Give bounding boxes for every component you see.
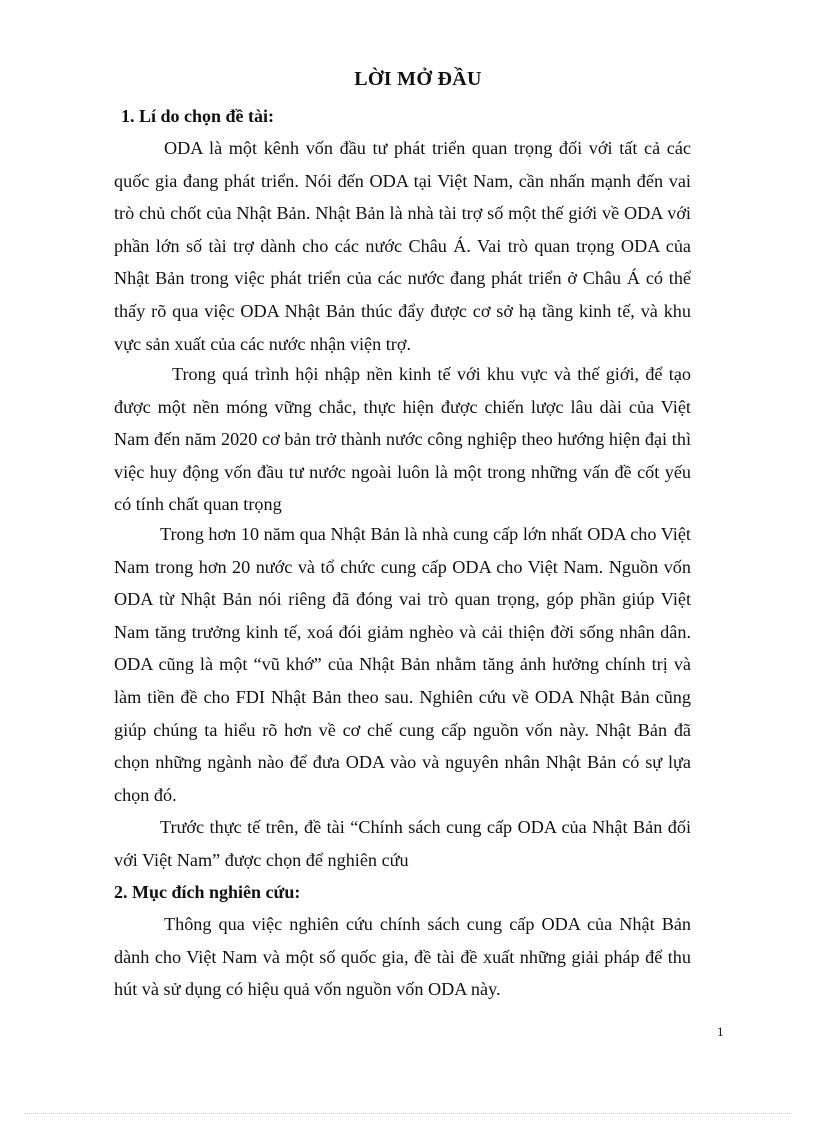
paragraph: ODA là một kênh vốn đầu tư phát triển quan trọng đối với tất cả các quốc gia đang phát triển. Nói đến ODA tại Việt Nam, cần nhấn mạnh đến vai trò chủ chốt của Nhật Bản. Nhật Bản là nhà tài trợ số một thế giới về ODA với phần lớn số tài trợ dành cho các nước Châu Á. Vai trò quan trọng ODA của Nhật Bản trong việc phát triển của các nước đang phát triển ở Châu Á có thể thấy rõ qua việc ODA Nhật Bản thúc đẩy được cơ sở hạ tầng kinh tế, và khu vực sản xuất của các nước nhận viện trợ.: [114, 138, 691, 354]
document-title: LỜI MỞ ĐẦU: [354, 68, 482, 90]
page-number: 1: [717, 1024, 724, 1039]
section-heading-reason: 1. Lí do chọn đề tài:: [121, 106, 275, 126]
paragraph: Trong quá trình hội nhập nền kinh tế với khu vực và thế giới, để tạo được một nền móng vững chắc, thực hiện được chiến lược lâu dài của Việt Nam đến năm 2020 cơ bản trở thành nước công nghiệp theo hướng hiện đại thì việc huy động vốn đầu tư nước ngoài luôn là một trong những vấn đề cốt yếu có tính chất quan trọng: [114, 364, 691, 515]
section-heading-purpose: 2. Mục đích nghiên cứu:: [114, 882, 301, 902]
page-divider: [24, 1113, 792, 1114]
paragraph: Trước thực tế trên, đề tài “Chính sách cung cấp ODA của Nhật Bản đối với Việt Nam” được chọn để nghiên cứu: [114, 817, 691, 870]
paragraph: Thông qua việc nghiên cứu chính sách cung cấp ODA của Nhật Bản dành cho Việt Nam và một số quốc gia, đề tài đề xuất những giải pháp để thu hút và sử dụng có hiệu quả vốn nguồn vốn ODA này.: [114, 914, 691, 1000]
paragraph: Trong hơn 10 năm qua Nhật Bản là nhà cung cấp lớn nhất ODA cho Việt Nam trong hơn 20 nước và tổ chức cung cấp ODA cho Việt Nam. Nguồn vốn ODA từ Nhật Bản nói riêng đã đóng vai trò quan trọng, góp phần giúp Việt Nam tăng trưởng kinh tế, xoá đói giảm nghèo và cải thiện đời sống nhân dân. ODA cũng là một “vũ khớ” của Nhật Bản nhằm tăng ảnh hưởng chính trị và làm tiền đề cho FDI Nhật Bản theo sau. Nghiên cứu về ODA Nhật Bản cũng giúp chúng ta hiểu rõ hơn về cơ chế cung cấp nguồn vốn này. Nhật Bản đã chọn những ngành nào để đưa ODA vào và nguyên nhân Nhật Bản có sự lựa chọn đó.: [114, 524, 691, 805]
